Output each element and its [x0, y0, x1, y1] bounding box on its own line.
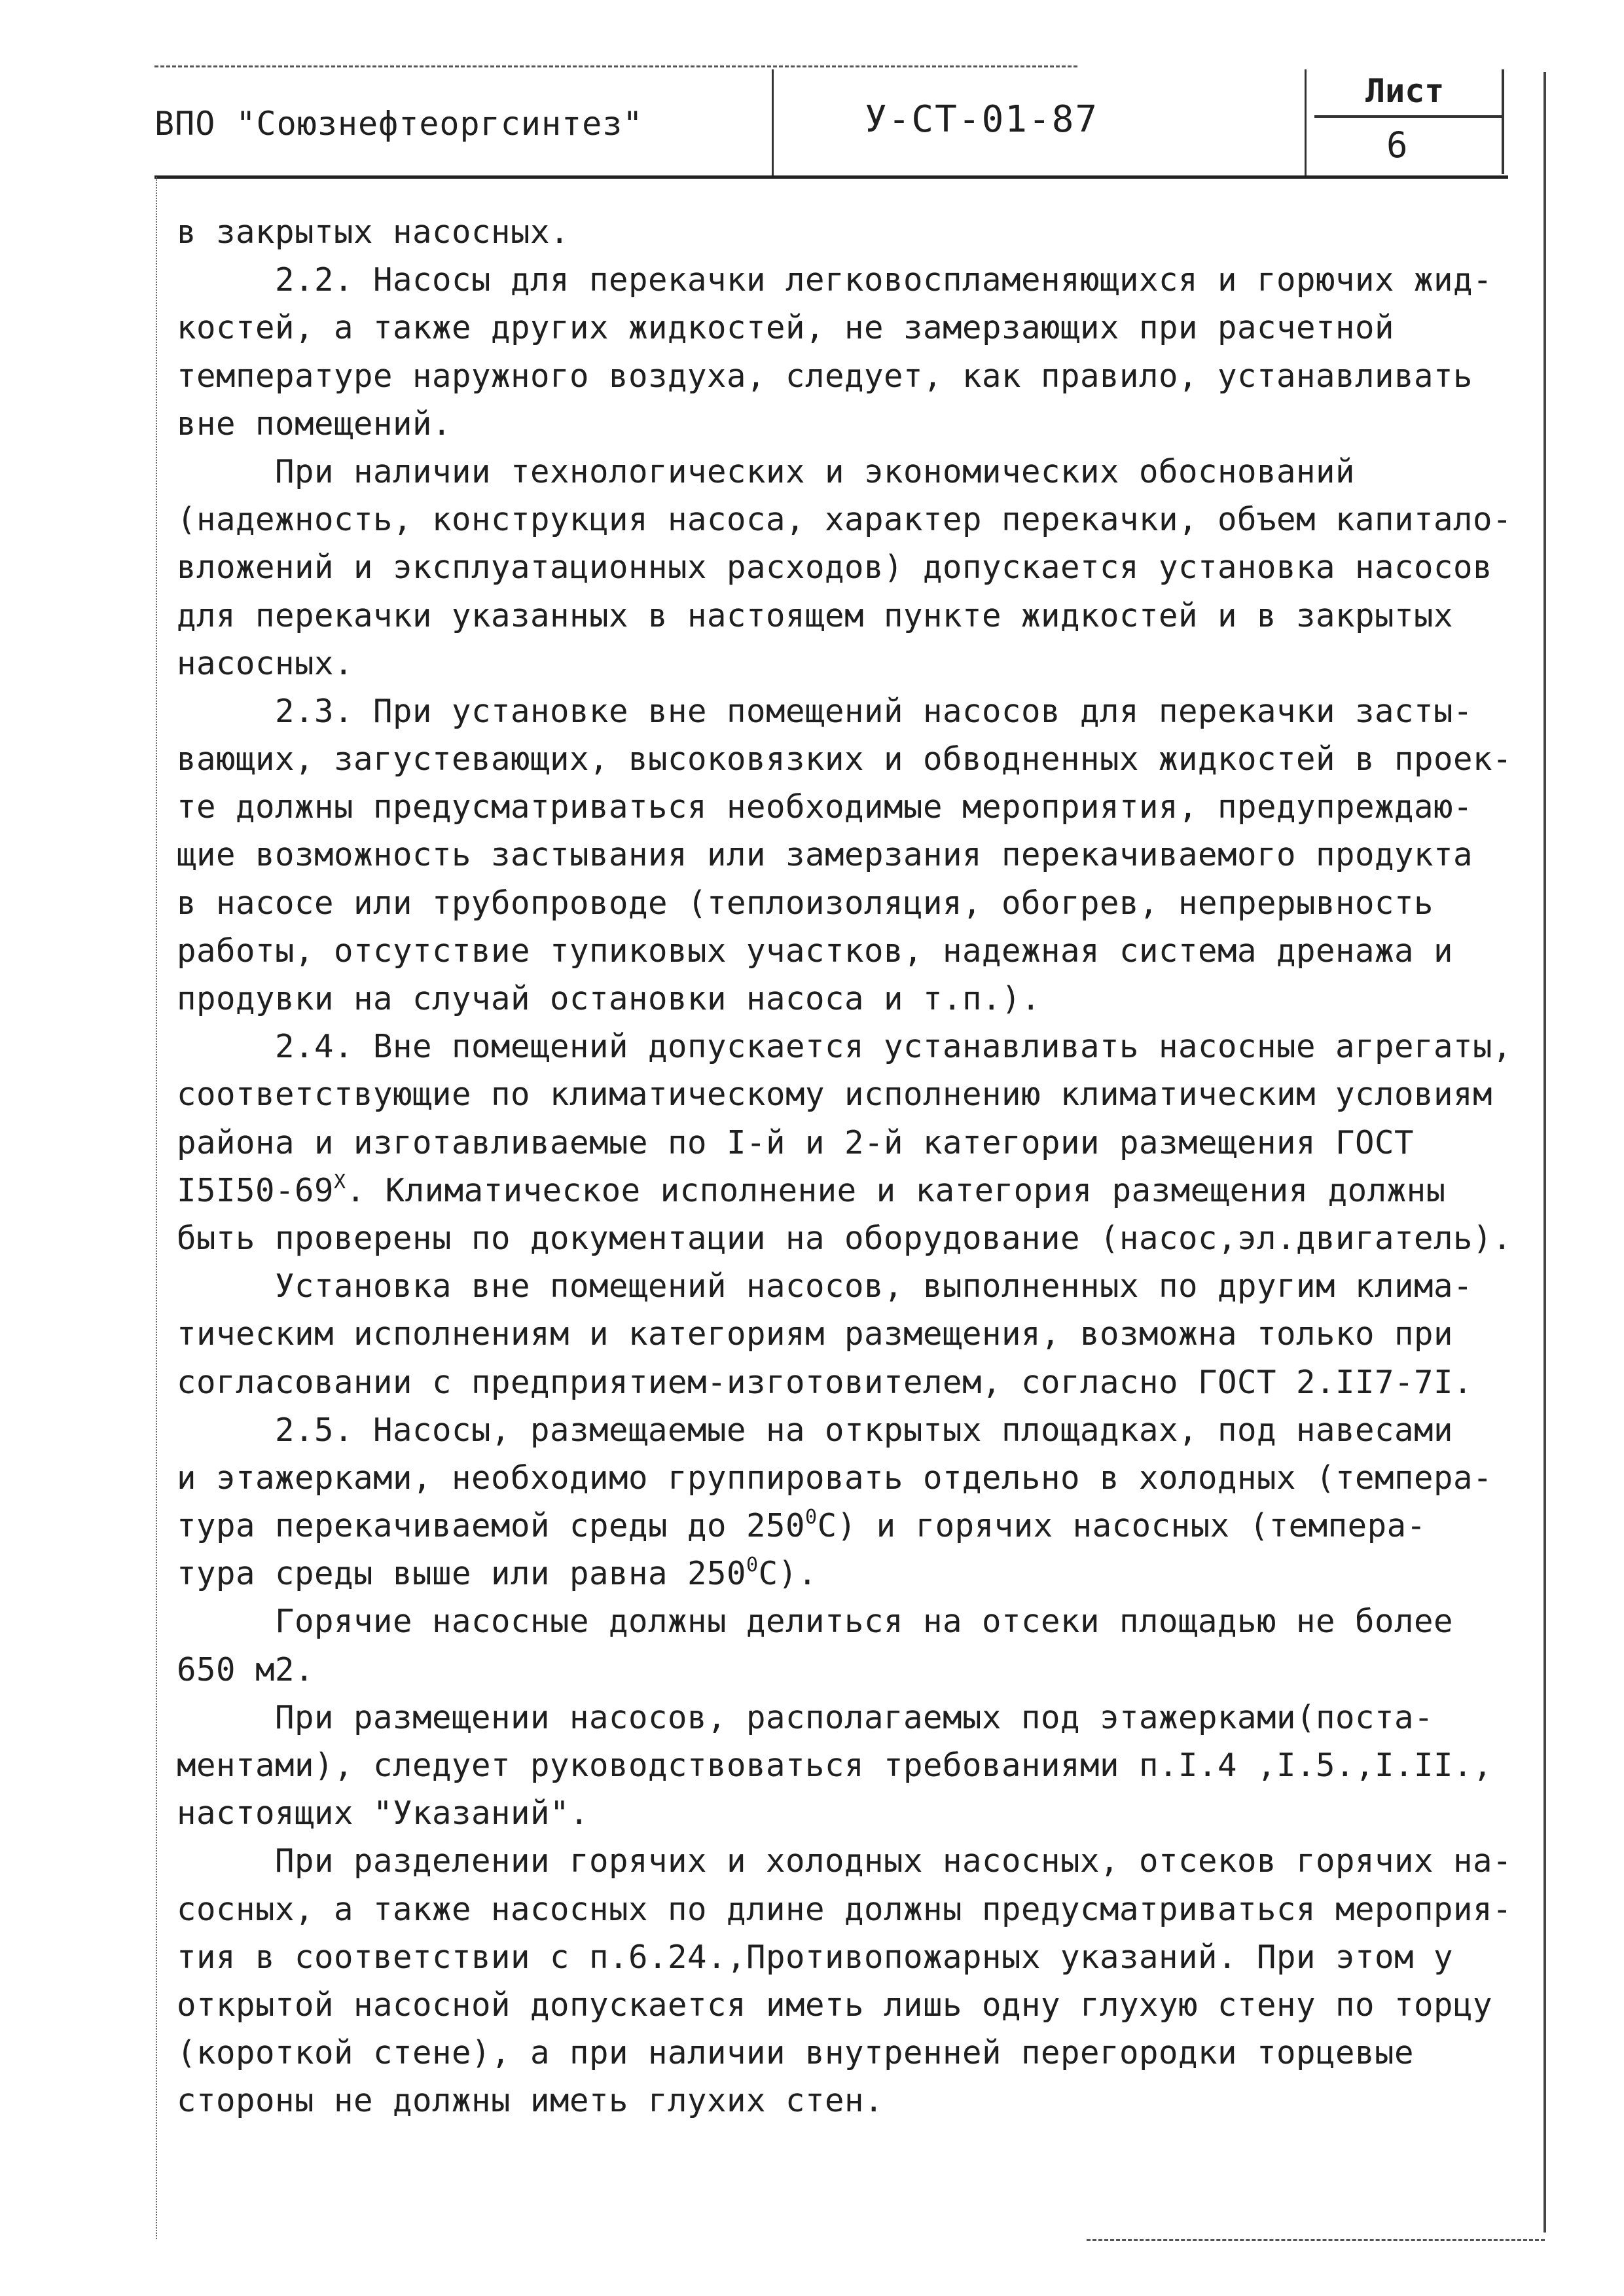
bottom-rule — [1087, 2239, 1545, 2241]
sheet-number: 6 — [1386, 124, 1408, 166]
text-line-content: Горячие насосные должны делиться на отсеки площадью не более — [275, 1603, 1454, 1641]
organization-name: ВПО "Союзнефтеоргсинтез" — [154, 105, 643, 143]
sheet-box-divider — [1314, 115, 1504, 118]
text-line-content: 2.3. При установке вне помещений насосов для перекачки засты- — [275, 692, 1473, 730]
text-line — [177, 543, 1538, 591]
text-line — [177, 1023, 1538, 1070]
text-line — [177, 831, 1538, 879]
text-line — [177, 496, 1538, 543]
text-line — [177, 1214, 1538, 1262]
header-top-rule — [154, 65, 1077, 67]
text-line — [177, 1789, 1538, 1837]
text-line — [177, 256, 1538, 304]
text-line — [177, 1119, 1538, 1167]
text-line — [177, 735, 1538, 783]
text-line-content: щие возможность застывания или замерзания перекачиваемого продукта — [177, 836, 1473, 874]
text-line — [177, 1262, 1538, 1310]
text-line-content: тическим исполнениям и категориям размещения, возможна только при — [177, 1315, 1454, 1353]
document-code: У-СТ-01-87 — [865, 98, 1099, 141]
text-line — [177, 2029, 1538, 2077]
text-line-content: ментами), следует руководствоваться требованиями п.I.4 ,I.5.,I.II., — [177, 1747, 1493, 1784]
text-line — [177, 2077, 1538, 2124]
text-line — [177, 783, 1538, 831]
text-line-content: тура перекачиваемой среды до 250 — [177, 1507, 806, 1545]
text-line — [177, 1837, 1538, 1885]
text-line-content: 650 м2. — [177, 1650, 315, 1688]
text-line — [177, 927, 1538, 975]
text-line-content: (надежность, конструкция насоса, характер перекачки, объем капитало- — [177, 501, 1513, 539]
sheet-number-box — [1314, 69, 1504, 174]
text-line-content: тура среды выше или равна 250 — [177, 1555, 747, 1593]
sheet-label: Лист — [1365, 72, 1445, 110]
text-line-content: сосных, а также насосных по длине должны предусматриваться мероприя- — [177, 1890, 1513, 1928]
text-line — [177, 592, 1538, 640]
text-line-content: При размещении насосов, располагаемых под этажерками(поста- — [275, 1698, 1434, 1736]
text-line-content: При наличии технологических и экономических обоснований — [275, 452, 1356, 490]
text-line — [177, 687, 1538, 735]
text-line — [177, 1646, 1538, 1694]
text-line — [177, 304, 1538, 352]
text-line — [177, 1167, 1538, 1214]
header-divider — [1305, 69, 1307, 175]
text-line-content: в закрытых насосных. — [177, 213, 570, 251]
text-line — [177, 208, 1538, 256]
text-line-content: те должны предусматриваться необходимые мероприятия, предупреждаю- — [177, 788, 1473, 826]
text-line-content: костей, а также других жидкостей, не замерзающих при расчетной — [177, 309, 1395, 347]
superscript: 0 — [746, 1554, 759, 1577]
text-line — [177, 1310, 1538, 1358]
text-line-content: I5I50-69 — [177, 1171, 334, 1209]
text-line — [177, 975, 1538, 1023]
text-line — [177, 1741, 1538, 1789]
text-line — [177, 1454, 1538, 1502]
text-line — [177, 1886, 1538, 1933]
text-line — [177, 1406, 1538, 1454]
text-line — [177, 1933, 1538, 1981]
text-line — [177, 448, 1538, 496]
text-line-content: работы, отсутствие тупиковых участков, надежная система дренажа и — [177, 932, 1454, 970]
text-line-content: При разделении горячих и холодных насосных, отсеков горячих на- — [275, 1842, 1513, 1880]
text-line — [177, 1694, 1538, 1741]
left-margin-rule — [156, 177, 157, 2239]
document-body — [177, 208, 1538, 2125]
text-line — [177, 1597, 1538, 1645]
text-line-content: насосных. — [177, 644, 354, 682]
text-line-content: открытой насосной допускается иметь лишь одну глухую стену по торцу — [177, 1986, 1493, 2024]
text-line — [177, 879, 1538, 927]
sheet-box-border — [1502, 69, 1504, 174]
text-line-content: соответствующие по климатическому исполнению климатическим условиям — [177, 1076, 1493, 1114]
text-line — [177, 640, 1538, 687]
text-line-content: согласовании с предприятием-изготовителем, согласно ГОСТ 2.II7-7I. — [177, 1363, 1473, 1401]
text-line-content: 2.5. Насосы, размещаемые на открытых площадках, под навесами — [275, 1411, 1454, 1449]
text-line-content: продувки на случай остановки насоса и т.п.). — [177, 980, 1041, 1017]
text-line-continuation: С) и горячих насосных (темпера- — [817, 1507, 1426, 1545]
text-line-content: 2.4. Вне помещений допускается устанавливать насосные агрегаты, — [275, 1028, 1513, 1066]
text-line-content: стороны не должны иметь глухих стен. — [177, 2082, 884, 2120]
text-line-content: района и изготавливаемые по I-й и 2-й категории размещения ГОСТ — [177, 1123, 1415, 1161]
text-line-content: вающих, загустевающих, высоковязких и обводненных жидкостей в проек- — [177, 740, 1513, 778]
text-line-continuation: . Климатическое исполнение и категория размещения должны — [346, 1171, 1446, 1209]
right-margin-rule — [1543, 72, 1546, 2232]
text-line-content: быть проверены по документации на оборудование (насос,эл.двигатель). — [177, 1219, 1513, 1257]
text-line-content: в насосе или трубопроводе (теплоизоляция, обогрев, непрерывность — [177, 884, 1434, 922]
text-line — [177, 1502, 1538, 1550]
text-line-content: и этажерками, необходимо группировать отдельно в холодных (темпера- — [177, 1459, 1493, 1497]
text-line-continuation: С). — [758, 1555, 818, 1593]
text-line-content: Установка вне помещений насосов, выполненных по другим клима- — [275, 1267, 1473, 1305]
text-line — [177, 352, 1538, 400]
superscript: 0 — [805, 1506, 818, 1529]
text-line-content: настоящих "Указаний". — [177, 1795, 590, 1832]
text-line-content: вне помещений. — [177, 405, 452, 443]
text-line — [177, 1981, 1538, 2029]
text-line — [177, 400, 1538, 448]
text-line-content: для перекачки указанных в настоящем пункте жидкостей и в закрытых — [177, 596, 1454, 634]
document-header — [154, 65, 1508, 177]
text-line-content: тия в соответствии с п.6.24.,Противопожарных указаний. При этом у — [177, 1938, 1454, 1976]
text-line-content: температуре наружного воздуха, следует, как правило, устанавливать — [177, 357, 1473, 395]
text-line — [177, 1358, 1538, 1406]
text-line-content: 2.2. Насосы для перекачки легковоспламеняющихся и горючих жид- — [275, 261, 1493, 299]
superscript: X — [334, 1170, 346, 1194]
text-line-content: (короткой стене), а при наличии внутренней перегородки торцевые — [177, 2034, 1415, 2072]
text-line — [177, 1550, 1538, 1597]
text-line-content: вложений и эксплуатационных расходов) допускается установка насосов — [177, 549, 1493, 587]
header-bottom-rule — [154, 175, 1508, 179]
header-divider — [772, 69, 774, 175]
text-line — [177, 1070, 1538, 1118]
